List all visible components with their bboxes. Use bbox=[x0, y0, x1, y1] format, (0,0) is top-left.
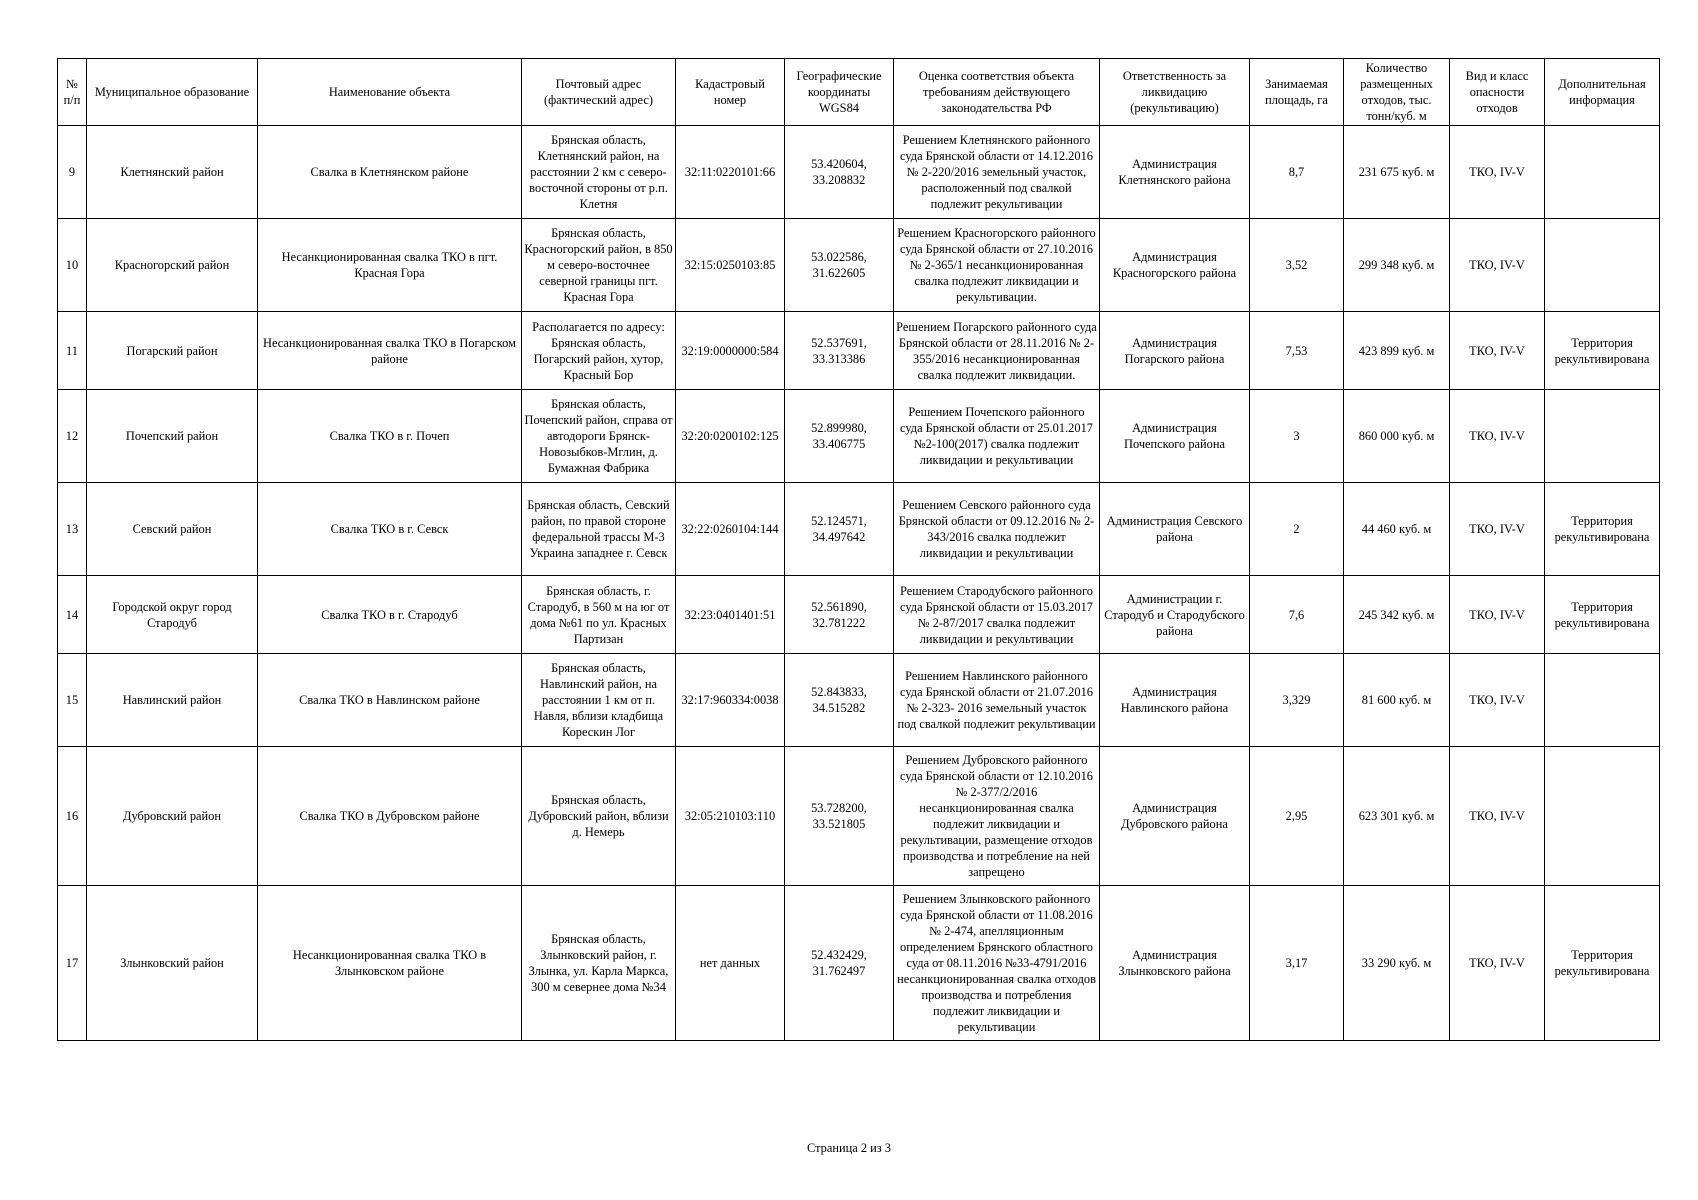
cell-cadastral: 32:11:0220101:66 bbox=[676, 126, 785, 219]
cell-object-name: Свалка ТКО в г. Стародуб bbox=[258, 576, 522, 654]
cell-coordinates: 52.124571, 34.497642 bbox=[785, 483, 894, 576]
cell-responsibility: Администрация Севского района bbox=[1100, 483, 1250, 576]
cell-assessment: Решением Почепского районного суда Брянской области от 25.01.2017 №2-100(2017) свалка подлежит ликвидации и рекультивации bbox=[894, 390, 1100, 483]
landfill-table bbox=[57, 58, 1660, 1041]
cell-area: 7,53 bbox=[1250, 312, 1344, 390]
cell-waste-amount: 33 290 куб. м bbox=[1344, 886, 1450, 1041]
cell-waste-amount: 423 899 куб. м bbox=[1344, 312, 1450, 390]
cell-additional-info bbox=[1545, 126, 1660, 219]
cell-area: 3,17 bbox=[1250, 886, 1344, 1041]
cell-address: Брянская область, г. Стародуб, в 560 м на юг от дома №61 по ул. Красных Партизан bbox=[522, 576, 676, 654]
cell-municipality: Севский район bbox=[87, 483, 258, 576]
cell-number: 12 bbox=[58, 390, 87, 483]
header-object-name: Наименование объекта bbox=[258, 59, 522, 126]
cell-municipality: Городской округ город Стародуб bbox=[87, 576, 258, 654]
cell-number: 16 bbox=[58, 747, 87, 886]
table-row bbox=[58, 747, 1660, 886]
cell-municipality: Клетнянский район bbox=[87, 126, 258, 219]
cell-cadastral: 32:05:210103:110 bbox=[676, 747, 785, 886]
cell-area: 8,7 bbox=[1250, 126, 1344, 219]
cell-responsibility: Администрация Клетнянского района bbox=[1100, 126, 1250, 219]
cell-object-name: Несанкционированная свалка ТКО в пгт. Красная Гора bbox=[258, 219, 522, 312]
cell-number: 15 bbox=[58, 654, 87, 747]
cell-coordinates: 53.420604, 33.208832 bbox=[785, 126, 894, 219]
table-row bbox=[58, 886, 1660, 1041]
page-number: Страница 2 из 3 bbox=[807, 1141, 891, 1155]
header-area: Занимаемая площадь, га bbox=[1250, 59, 1344, 126]
header-municipality: Муниципальное образование bbox=[87, 59, 258, 126]
table-row bbox=[58, 654, 1660, 747]
cell-coordinates: 53.022586, 31.622605 bbox=[785, 219, 894, 312]
cell-coordinates: 52.843833, 34.515282 bbox=[785, 654, 894, 747]
cell-assessment: Решением Стародубского районного суда Брянской области от 15.03.2017 № 2-87/2017 свалка подлежит ликвидации и рекультивации bbox=[894, 576, 1100, 654]
cell-responsibility: Администрация Погарского района bbox=[1100, 312, 1250, 390]
cell-municipality: Почепский район bbox=[87, 390, 258, 483]
cell-address: Брянская область, Клетнянский район, на расстоянии 2 км с северо-восточной стороны от р.п. Клетня bbox=[522, 126, 676, 219]
table-row bbox=[58, 126, 1660, 219]
cell-area: 3,52 bbox=[1250, 219, 1344, 312]
cell-municipality: Злынковский район bbox=[87, 886, 258, 1041]
cell-responsibility: Администрация Злынковского района bbox=[1100, 886, 1250, 1041]
cell-area: 7,6 bbox=[1250, 576, 1344, 654]
table-body bbox=[58, 126, 1660, 1041]
cell-additional-info bbox=[1545, 390, 1660, 483]
cell-assessment: Решением Севского районного суда Брянской области от 09.12.2016 № 2-343/2016 свалка подлежит ликвидации и рекультивации bbox=[894, 483, 1100, 576]
cell-responsibility: Администрация Почепского района bbox=[1100, 390, 1250, 483]
cell-responsibility: Администрация Дубровского района bbox=[1100, 747, 1250, 886]
header-cadastral: Кадастровый номер bbox=[676, 59, 785, 126]
cell-waste-class: ТКО, IV-V bbox=[1450, 126, 1545, 219]
cell-object-name: Свалка ТКО в г. Севск bbox=[258, 483, 522, 576]
cell-additional-info bbox=[1545, 219, 1660, 312]
cell-cadastral: 32:15:0250103:85 bbox=[676, 219, 785, 312]
cell-waste-class: ТКО, IV-V bbox=[1450, 312, 1545, 390]
cell-object-name: Свалка ТКО в Навлинском районе bbox=[258, 654, 522, 747]
cell-responsibility: Администрация Навлинского района bbox=[1100, 654, 1250, 747]
cell-cadastral: 32:20:0200102:125 bbox=[676, 390, 785, 483]
cell-waste-class: ТКО, IV-V bbox=[1450, 747, 1545, 886]
cell-address: Брянская область, Севский район, по правой стороне федеральной трассы М-3 Украина западнее г. Севск bbox=[522, 483, 676, 576]
cell-waste-class: ТКО, IV-V bbox=[1450, 219, 1545, 312]
cell-responsibility: Администрация Красногорского района bbox=[1100, 219, 1250, 312]
cell-waste-class: ТКО, IV-V bbox=[1450, 390, 1545, 483]
cell-area: 2,95 bbox=[1250, 747, 1344, 886]
cell-additional-info: Территория рекультивирована bbox=[1545, 576, 1660, 654]
cell-assessment: Решением Дубровского районного суда Брянской области от 12.10.2016 № 2-377/2/2016 несанкционированная свалка подлежит ликвидации и рекультивации, размещение отходов производства и потребление на ней запрещено bbox=[894, 747, 1100, 886]
cell-coordinates: 52.537691, 33.313386 bbox=[785, 312, 894, 390]
table-row bbox=[58, 312, 1660, 390]
cell-address: Брянская область, Навлинский район, на расстоянии 1 км от п. Навля, вблизи кладбища Корескин Лог bbox=[522, 654, 676, 747]
cell-responsibility: Администрации г. Стародуб и Стародубского района bbox=[1100, 576, 1250, 654]
cell-address: Располагается по адресу: Брянская область, Погарский район, хутор, Красный Бор bbox=[522, 312, 676, 390]
cell-cadastral: нет данных bbox=[676, 886, 785, 1041]
header-address: Почтовый адрес (фактический адрес) bbox=[522, 59, 676, 126]
cell-municipality: Дубровский район bbox=[87, 747, 258, 886]
cell-object-name: Свалка в Клетнянском районе bbox=[258, 126, 522, 219]
cell-waste-amount: 231 675 куб. м bbox=[1344, 126, 1450, 219]
cell-assessment: Решением Погарского районного суда Брянской области от 28.11.2016 № 2-355/2016 несанкционированная свалка подлежит ликвидации. bbox=[894, 312, 1100, 390]
cell-municipality: Красногорский район bbox=[87, 219, 258, 312]
cell-number: 9 bbox=[58, 126, 87, 219]
cell-assessment: Решением Красногорского районного суда Брянской области от 27.10.2016 № 2-365/1 несанкционированная свалка подлежит ликвидации и рекультивации. bbox=[894, 219, 1100, 312]
cell-coordinates: 52.432429, 31.762497 bbox=[785, 886, 894, 1041]
header-waste-amount: Количество размещенных отходов, тыс. тонн/куб. м bbox=[1344, 59, 1450, 126]
cell-address: Брянская область, Дубровский район, вблизи д. Немерь bbox=[522, 747, 676, 886]
cell-assessment: Решением Клетнянского районного суда Брянской области от 14.12.2016 № 2-220/2016 земельный участок, расположенный под свалкой подлежит рекультивации bbox=[894, 126, 1100, 219]
cell-area: 3 bbox=[1250, 390, 1344, 483]
cell-coordinates: 52.899980, 33.406775 bbox=[785, 390, 894, 483]
cell-cadastral: 32:19:0000000:584 bbox=[676, 312, 785, 390]
cell-waste-amount: 623 301 куб. м bbox=[1344, 747, 1450, 886]
cell-assessment: Решением Злынковского районного суда Брянской области от 11.08.2016 № 2-474, апелляционным определением Брянского областного суда от 08.11.2016 №33-4791/2016 несанкционированная свалка отходов производства и потребления подлежит ликвидации и рекультивации bbox=[894, 886, 1100, 1041]
cell-cadastral: 32:23:0401401:51 bbox=[676, 576, 785, 654]
table-row bbox=[58, 219, 1660, 312]
header-additional-info: Дополнительная информация bbox=[1545, 59, 1660, 126]
cell-cadastral: 32:22:0260104:144 bbox=[676, 483, 785, 576]
cell-number: 13 bbox=[58, 483, 87, 576]
cell-municipality: Погарский район bbox=[87, 312, 258, 390]
cell-object-name: Свалка ТКО в Дубровском районе bbox=[258, 747, 522, 886]
table-row bbox=[58, 576, 1660, 654]
table-row bbox=[58, 390, 1660, 483]
header-waste-class: Вид и класс опасности отходов bbox=[1450, 59, 1545, 126]
cell-additional-info: Территория рекультивирована bbox=[1545, 483, 1660, 576]
cell-waste-amount: 245 342 куб. м bbox=[1344, 576, 1450, 654]
cell-waste-class: ТКО, IV-V bbox=[1450, 483, 1545, 576]
header-assessment: Оценка соответствия объекта требованиям действующего законодательства РФ bbox=[894, 59, 1100, 126]
cell-waste-amount: 860 000 куб. м bbox=[1344, 390, 1450, 483]
cell-coordinates: 53.728200, 33.521805 bbox=[785, 747, 894, 886]
cell-waste-amount: 44 460 куб. м bbox=[1344, 483, 1450, 576]
cell-cadastral: 32:17:960334:0038 bbox=[676, 654, 785, 747]
cell-address: Брянская область, Злынковский район, г. Злынка, ул. Карла Маркса, 300 м севернее дома №34 bbox=[522, 886, 676, 1041]
cell-object-name: Несанкционированная свалка ТКО в Погарском районе bbox=[258, 312, 522, 390]
header-number: № п/п bbox=[58, 59, 87, 126]
cell-coordinates: 52.561890, 32.781222 bbox=[785, 576, 894, 654]
cell-number: 11 bbox=[58, 312, 87, 390]
cell-waste-class: ТКО, IV-V bbox=[1450, 886, 1545, 1041]
cell-area: 2 bbox=[1250, 483, 1344, 576]
cell-waste-class: ТКО, IV-V bbox=[1450, 654, 1545, 747]
cell-area: 3,329 bbox=[1250, 654, 1344, 747]
cell-waste-amount: 299 348 куб. м bbox=[1344, 219, 1450, 312]
cell-number: 14 bbox=[58, 576, 87, 654]
cell-number: 17 bbox=[58, 886, 87, 1041]
cell-additional-info: Территория рекультивирована bbox=[1545, 312, 1660, 390]
cell-additional-info: Территория рекультивирована bbox=[1545, 886, 1660, 1041]
cell-assessment: Решением Навлинского районного суда Брянской области от 21.07.2016 № 2-323- 2016 земельный участок под свалкой подлежит рекультивации bbox=[894, 654, 1100, 747]
header-coordinates: Географические координаты WGS84 bbox=[785, 59, 894, 126]
cell-waste-amount: 81 600 куб. м bbox=[1344, 654, 1450, 747]
cell-object-name: Несанкционированная свалка ТКО в Злынковском районе bbox=[258, 886, 522, 1041]
cell-object-name: Свалка ТКО в г. Почеп bbox=[258, 390, 522, 483]
table-row bbox=[58, 483, 1660, 576]
cell-address: Брянская область, Красногорский район, в 850 м северо-восточнее северной границы пгт. Красная Гора bbox=[522, 219, 676, 312]
header-row bbox=[58, 59, 1660, 126]
cell-municipality: Навлинский район bbox=[87, 654, 258, 747]
cell-number: 10 bbox=[58, 219, 87, 312]
header-responsibility: Ответственность за ликвидацию (рекультивацию) bbox=[1100, 59, 1250, 126]
cell-waste-class: ТКО, IV-V bbox=[1450, 576, 1545, 654]
cell-additional-info bbox=[1545, 747, 1660, 886]
cell-additional-info bbox=[1545, 654, 1660, 747]
cell-address: Брянская область, Почепский район, справа от автодороги Брянск-Новозыбков-Мглин, д. Бумажная Фабрика bbox=[522, 390, 676, 483]
